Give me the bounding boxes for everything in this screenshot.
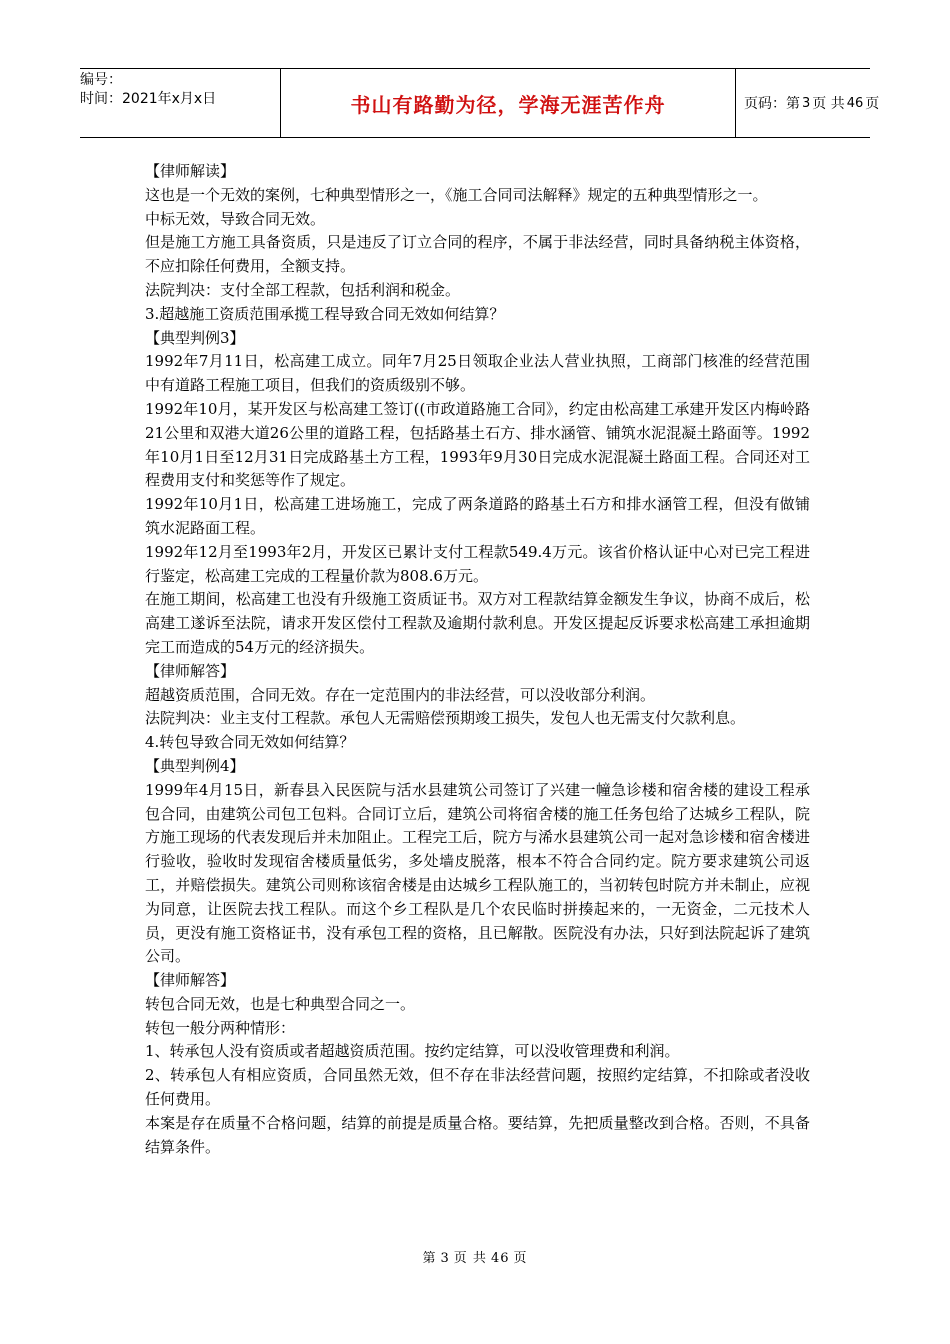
document-date-label: 时间：2021年x月x日 <box>80 91 217 107</box>
paragraph: 1999年4月15日，新春县入民医院与活水县建筑公司签订了兴建一幢急诊楼和宿舍楼的建设工程承包合同，由建筑公司包工包料。合同订立后，建筑公司将宿舍楼的施工任务包给了达城乡工程队，院方施工现场的代表发现后并未加阻止。工程完工后，院方与浠水县建筑公司一起对急诊楼和宿舍楼进行验收，验收时发现宿舍楼质量低劣，多处墙皮脱落，根本不符合合同约定。院方要求建筑公司返工，并赔偿损失。建筑公司则称该宿舍楼是由达城乡工程队施工的，当初转包时院方并未制止，应视为同意，让医院去找工程队。而这个乡工程队是几个农民临时拼揍起来的，一无资金，二元技术人员，更没有施工资格证书，没有承包工程的资格，且已解散。医院没有办法，只好到法院起诉了建筑公司。 <box>145 780 810 966</box>
header-page-number: 3 <box>802 95 811 111</box>
document-body <box>145 160 810 1159</box>
paragraph: 【律师解答】 <box>145 661 236 680</box>
header-page-prefix: 页码：第 <box>744 96 800 112</box>
paragraph: 中标无效，导致合同无效。 <box>145 209 326 228</box>
header-page-total: 46 <box>846 95 864 111</box>
paragraph: 2、转承包人有相应资质，合同虽然无效，但不存在非法经营问题，按照约定结算，不扣除或者没收任何费用。 <box>145 1066 810 1109</box>
paragraph: 1992年12月至1993年2月，开发区已累计支付工程款549.4万元。该省价格认证中心对已完工程进行鉴定，松高建工完成的工程量价款为808.6万元。 <box>145 542 810 585</box>
paragraph: 法院判决：支付全部工程款，包括利润和税金。 <box>145 280 461 299</box>
paragraph: 1992年10月，某开发区与松高建工签订((市政道路施工合同》，约定由松高建工承建开发区内梅岭路21公里和双港大道26公里的道路工程，包括路基土石方、排水涵管、铺筑水泥混凝土路面等。1992年10月1日至12月31日完成路基土方工程，1993年9月30日完成水泥混凝土路面工程。合同还对工程费用支付和奖惩等作了规定。 <box>145 399 810 490</box>
paragraph: 【律师解读】 <box>145 162 236 180</box>
paragraph: 转包一般分两种情形： <box>145 1018 296 1037</box>
paragraph: 1992年10月1日，松高建工进场施工，完成了两条道路的路基土石方和排水涵管工程，但没有做铺筑水泥路面工程。 <box>145 495 810 537</box>
paragraph: 在施工期间，松高建工也没有升级施工资质证书。双方对工程款结算金额发生争议，协商不成后，松高建工遂诉至法院，请求开发区偿付工程款及逾期付款利息。开发区提起反诉要求松高建工承担逾期完工而造成的54万元的经济损失。 <box>145 590 810 656</box>
section-heading: 4.转包导致合同无效如何结算？ <box>145 733 355 752</box>
header-motto-cell <box>280 69 736 137</box>
paragraph: 1992年7月11日，松高建工成立。同年7月25日领取企业法人营业执照，工商部门核准的经营范围中有道路工程施工项目，但我们的资质级别不够。 <box>145 352 810 395</box>
document-number-label: 编号： <box>80 72 122 88</box>
paragraph: 1、转承包人没有资质或者超越资质范围。按约定结算，可以没收管理费和利润。 <box>145 1042 680 1061</box>
paragraph: 这也是一个无效的案例，七种典型情形之一，《施工合同司法解释》规定的五种典型情形之一。 <box>145 185 768 204</box>
paragraph: 【律师解答】 <box>145 971 236 990</box>
paragraph: 法院判决：业主支付工程款。承包人无需赔偿预期竣工损失，发包人也无需支付欠款利息。 <box>145 709 746 728</box>
header-page-mid: 页 共 <box>812 96 845 112</box>
paragraph: 转包合同无效，也是七种典型合同之一。 <box>145 994 416 1013</box>
paragraph: 超越资质范围，合同无效。存在一定范围内的非法经营，可以没收部分利润。 <box>145 685 656 704</box>
header-meta <box>80 69 280 137</box>
header-motto: 书山有路勤为径，学海无涯苦作舟 <box>350 92 666 117</box>
footer-prefix: 第 <box>422 1251 437 1266</box>
paragraph: 但是施工方施工具备资质，只是违反了订立合同的程序，不属于非法经营，同时具备纳税主体资格，不应扣除任何费用，全额支持。 <box>145 233 810 276</box>
page-footer <box>0 1247 950 1266</box>
footer-suffix: 页 <box>513 1251 528 1266</box>
footer-page-number: 3 <box>440 1251 450 1266</box>
paragraph: 【典型判例3】 <box>145 328 245 347</box>
footer-page-total: 46 <box>490 1251 510 1266</box>
footer-mid: 页 共 <box>453 1251 487 1266</box>
page-header <box>80 68 880 138</box>
header-page-info <box>736 69 880 137</box>
section-heading: 3.超越施工资质范围承揽工程导致合同无效如何结算？ <box>145 304 505 323</box>
paragraph: 本案是存在质量不合格问题，结算的前提是质量合格。要结算，先把质量整改到合格。否则，不具备结算条件。 <box>145 1113 810 1156</box>
header-page-suffix: 页 <box>865 96 880 112</box>
paragraph: 【典型判例4】 <box>145 756 245 775</box>
